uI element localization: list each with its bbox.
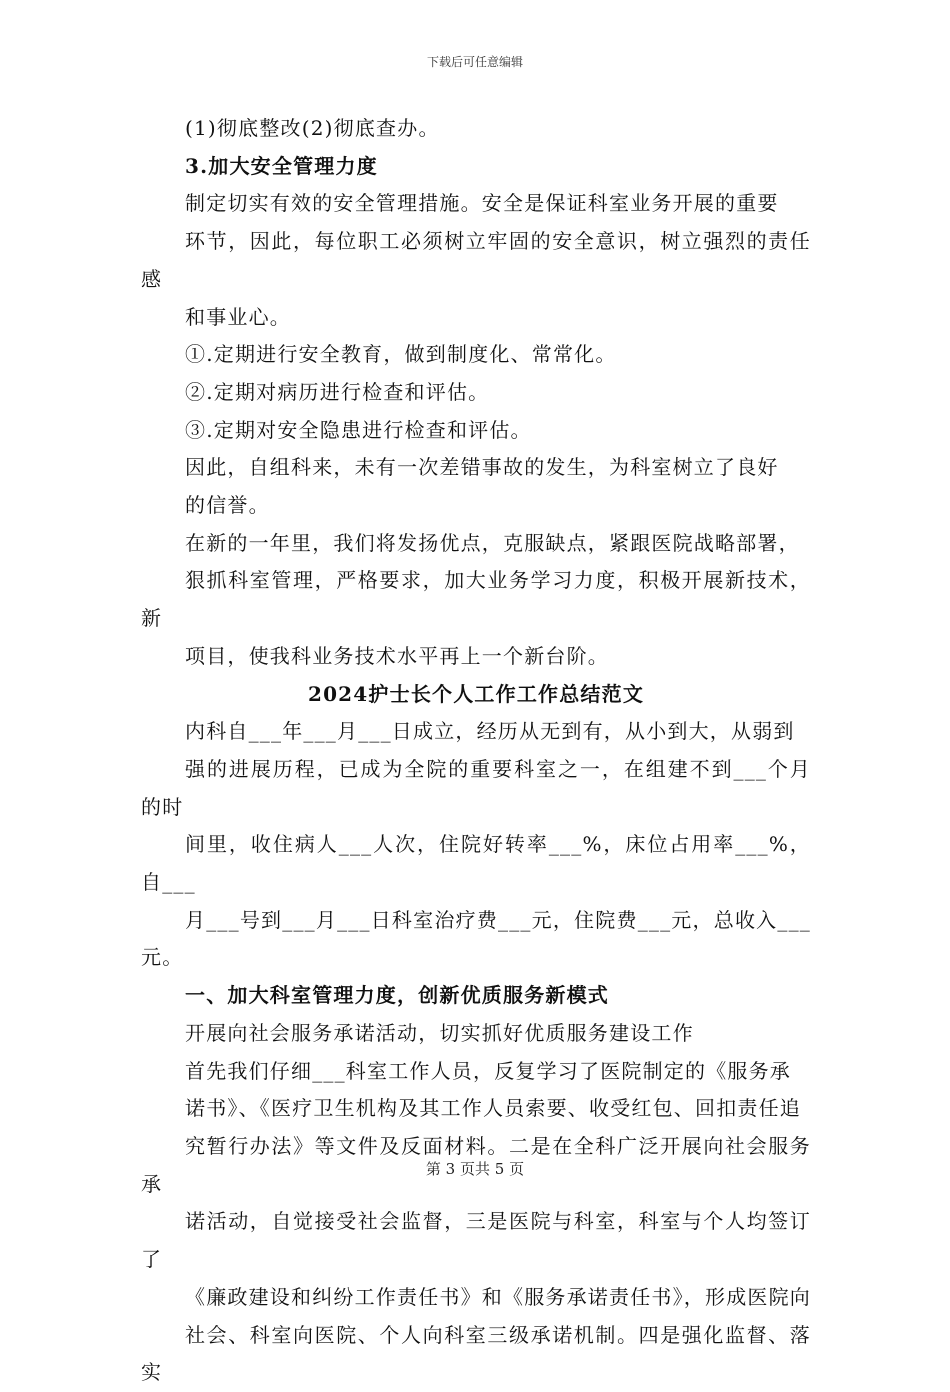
paragraph — [141, 1053, 811, 1392]
page-header: 下载后可任意编辑 — [426, 55, 523, 69]
text-line: 在新的一年里，我们将发扬优点，克服缺点，紧跟医院战略部署， — [185, 530, 800, 555]
paragraph — [141, 412, 811, 450]
text-line: 环节，因此，每位职工必须树立牢固的安全意识，树立强烈的责任感 — [141, 229, 811, 291]
text-line: 项目，使我科业务技术水平再上一个新台阶。 — [185, 643, 609, 668]
text-line: 和事业心。 — [185, 304, 291, 329]
text-line: 究暂行办法》等文件及反面材料。二是在全科广泛开展向社会服务承 — [141, 1133, 811, 1196]
text-line: ②.定期对病历进行检查和评估。 — [185, 379, 490, 404]
paragraph — [141, 374, 811, 412]
paragraph — [141, 525, 811, 676]
text-line: 强的进展历程，已成为全院的重要科室之一，在组建不到___个月的时 — [141, 756, 811, 819]
text-line: 3.加大安全管理力度 — [185, 153, 378, 178]
text-line: 首先我们仔细___科室工作人员，反复学习了医院制定的《服务承 — [185, 1058, 791, 1083]
page-footer: 第 3 页共 5 页 — [425, 1160, 525, 1178]
text-line: 诺书》、《医疗卫生机构及其工作人员索要、收受红包、回扣责任追 — [185, 1096, 801, 1121]
text-line: 《廉政建设和纠纷工作责任书》和《服务承诺责任书》，形成医院向 — [185, 1284, 811, 1309]
text-line: 月___号到___月___日科室治疗费___元，住院费___元，总收入___元。 — [141, 907, 811, 970]
paragraph — [141, 110, 811, 148]
text-line: 诺活动，自觉接受社会监督，三是医院与科室，科室与个人均签订了 — [141, 1209, 811, 1272]
text-line: 制定切实有效的安全管理措施。安全是保证科室业务开展的重要 — [185, 191, 779, 216]
document-body — [141, 110, 811, 1392]
paragraph — [141, 449, 811, 524]
text-line: 内科自___年___月___日成立，经历从无到有，从小到大，从弱到 — [185, 719, 795, 744]
text-line: 2024护士长个人工作工作总结范文 — [307, 681, 645, 706]
text-line: 开展向社会服务承诺活动，切实抓好优质服务建设工作 — [185, 1020, 694, 1045]
section-heading — [141, 977, 811, 1015]
text-line: ③.定期对安全隐患进行检查和评估。 — [185, 417, 532, 442]
paragraph — [141, 336, 811, 374]
paragraph — [141, 1015, 811, 1053]
text-line: 的信誉。 — [185, 493, 270, 518]
text-line: 间里，收住病人___人次，住院好转率___%，床位占用率___%，自___ — [141, 832, 811, 895]
paragraph — [141, 185, 811, 336]
text-line: 因此，自组科来，未有一次差错事故的发生，为科室树立了良好 — [185, 455, 779, 480]
paragraph — [141, 713, 811, 977]
text-line: 一、加大科室管理力度，创新优质服务新模式 — [185, 983, 609, 1008]
section-heading — [141, 148, 811, 186]
text-line: ①.定期进行安全教育，做到制度化、常常化。 — [185, 342, 617, 367]
text-line: 社会、科室向医院、个人向科室三级承诺机制。四是强化监督、落实 — [141, 1322, 811, 1385]
document-title — [141, 676, 811, 714]
text-line: 狠抓科室管理，严格要求，加大业务学习力度，积极开展新技术，新 — [141, 568, 811, 631]
text-line: (1)彻底整改(2)彻底查办。 — [185, 116, 440, 140]
